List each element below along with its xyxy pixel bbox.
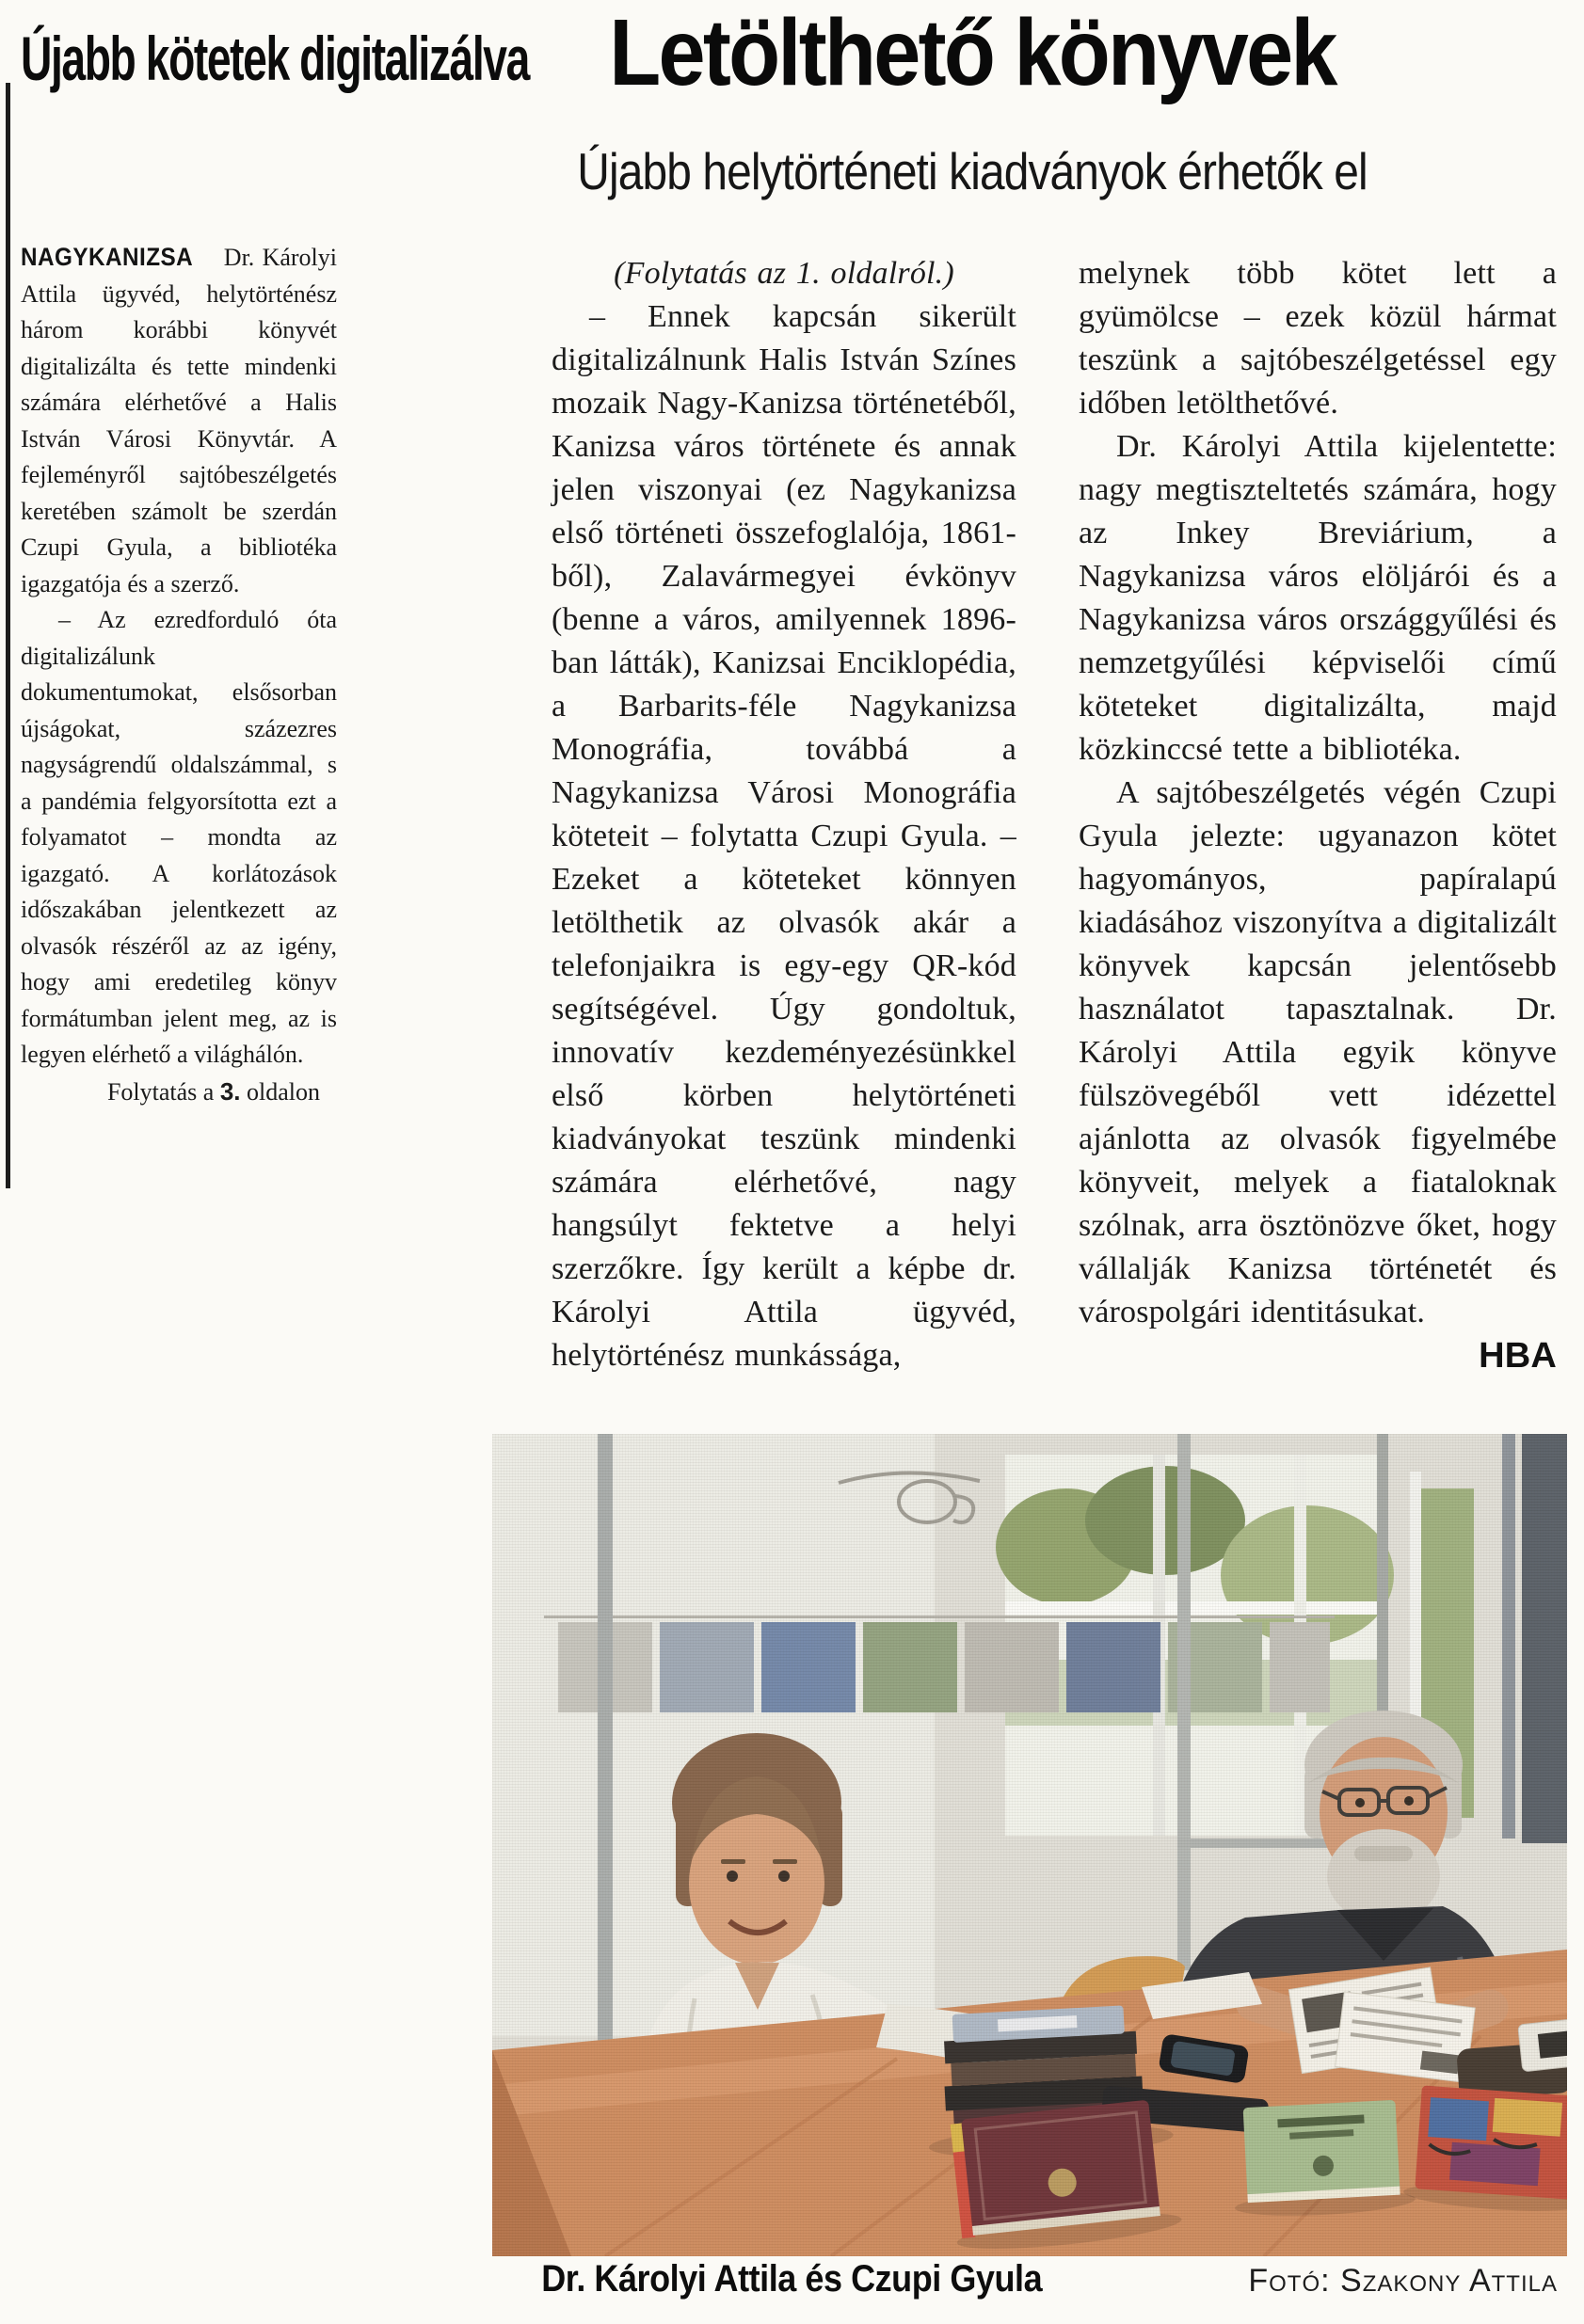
main-headline: Letölthető könyvek — [609, 0, 1336, 105]
main-subheadline: Újabb helytörténeti kiadványok érhetők el — [577, 142, 1368, 200]
main-paragraph-1: – Ennek kapcsán sikerült digitalizálnunk Halis István Színes mozaik Nagy-Kanizsa történetéből, Kanizsa város története és annak jelen viszonyai (ez Nagykanizsa első történeti összefoglalója, 1861-ből), Zalavármegyei évkönyv (benne a város, amilyennek 1896-ban látták), Kanizsai Enciklopédia, a Barbarits-féle Nagykanizsa Monográfia, továbbá a Nagykanizsa Városi Monográfia köteteit – folytatta Czupi Gyula. – Ezeket a köteteket könnyen letölthetik az olvasók akár a telefonjaikra is egy-egy QR-kód segítségével. Úgy gondoltuk, innovatív kezdeményezésünkkel első körben helytörténeti kiadványokat teszünk mindenki számára elérhetővé, nagy hangsúlyt fektetve a helyi szerzőkre. Így került a képbe dr. Károlyi Attila ügyvéd, helytörténész munkássága, — [552, 299, 1016, 1373]
press-photo-illustration — [492, 1434, 1567, 2256]
teaser-paragraph-1-text: Dr. Károlyi Attila ügyvéd, helytörténész három korábbi könyvét digitalizálta és tette mindenki számára elérhetővé a Halis István Városi Könyvtár. A fejleményről sajtóbeszélgetés keretében számolt be szerdán Czupi Gyula, a bibliotéka igazgatója és a szerző. — [21, 244, 337, 597]
photo-credit: Fotó: Szakony Attila — [1248, 2263, 1558, 2299]
left-column-rule — [6, 83, 10, 1188]
photo-strip — [544, 1616, 1335, 1712]
main-paragraph-4: A sajtóbeszélgetés végén Czupi Gyula jelezte: ugyanazon kötet hagyományos, papíralapú kiadásához viszonyítva a digitalizált könyvek kapcsán jelentősebb használatot tapasztalnak. Dr. Károlyi Attila egyik könyve fülszövegéből vett idézettel ajánlotta az olvasók figyelmébe könyveit, melyek a fiataloknak szólnak, arra ösztönözve őket, hogy vállalják Kanizsa történetét és várospolgári identitásukat. — [1079, 775, 1557, 1329]
photo-caption-row — [492, 2258, 1567, 2300]
teaser-headline: Újabb kötetek digitalizálva — [21, 24, 529, 93]
teaser-article — [21, 19, 529, 1110]
continuation-page-number: 3. — [219, 1076, 241, 1106]
continued-from-note: (Folytatás az 1. oldalról.) — [614, 256, 954, 291]
main-article-column-2 — [1079, 252, 1557, 1377]
teaser-paragraph-2: – Az ezredforduló óta digitalizálunk dokumentumokat, elsősorban újságokat, százezres nagyságrendű oldalszámmal, s a pandémia felgyorsította ezt a folyamatot – mondta az igazgató. A korlátozások időszakában jelentkezett az olvasók részéről az az igény, hogy ami eredetileg könyv formátumban jelent meg, az is legyen elérhető a világhálón. — [21, 606, 337, 1068]
author-initials: HBA — [1479, 1336, 1557, 1376]
teaser-paragraph-1 — [21, 239, 337, 602]
continuation-suffix: oldalon — [247, 1077, 320, 1106]
main-article-column-1 — [552, 252, 1016, 1377]
continuation-prefix: Folytatás a — [106, 1077, 215, 1106]
green-book — [1230, 2099, 1416, 2220]
main-paragraph-2: melynek több kötet lett a gyümölcse – ezek közül hármat teszünk a sajtóbeszélgetéssel egy időben letölthetővé. — [1079, 256, 1557, 421]
teaser-body — [21, 239, 337, 1110]
main-paragraph-3: Dr. Károlyi Attila kijelentette: nagy megtiszteltetés számára, hogy az Inkey Breviárium, a Nagykanizsa város elöljárói és a Nagykanizsa város országgyűlési és nemzetgyűlési képviselői című köteteket digitalizálta, majd közkinccsé tette a bibliotéka. — [1079, 429, 1557, 767]
white-card — [1518, 2017, 1567, 2072]
burgundy-book — [944, 2097, 1183, 2255]
continuation-note — [21, 1074, 337, 1111]
photo-caption: Dr. Károlyi Attila és Czupi Gyula — [541, 2258, 1043, 2300]
dateline-lead-in: NAGYKANIZSA — [21, 243, 194, 271]
main-article-header — [376, 0, 1568, 200]
press-photo — [492, 1434, 1567, 2256]
door-frame — [1522, 1434, 1567, 1843]
colorful-book — [1402, 2085, 1567, 2216]
